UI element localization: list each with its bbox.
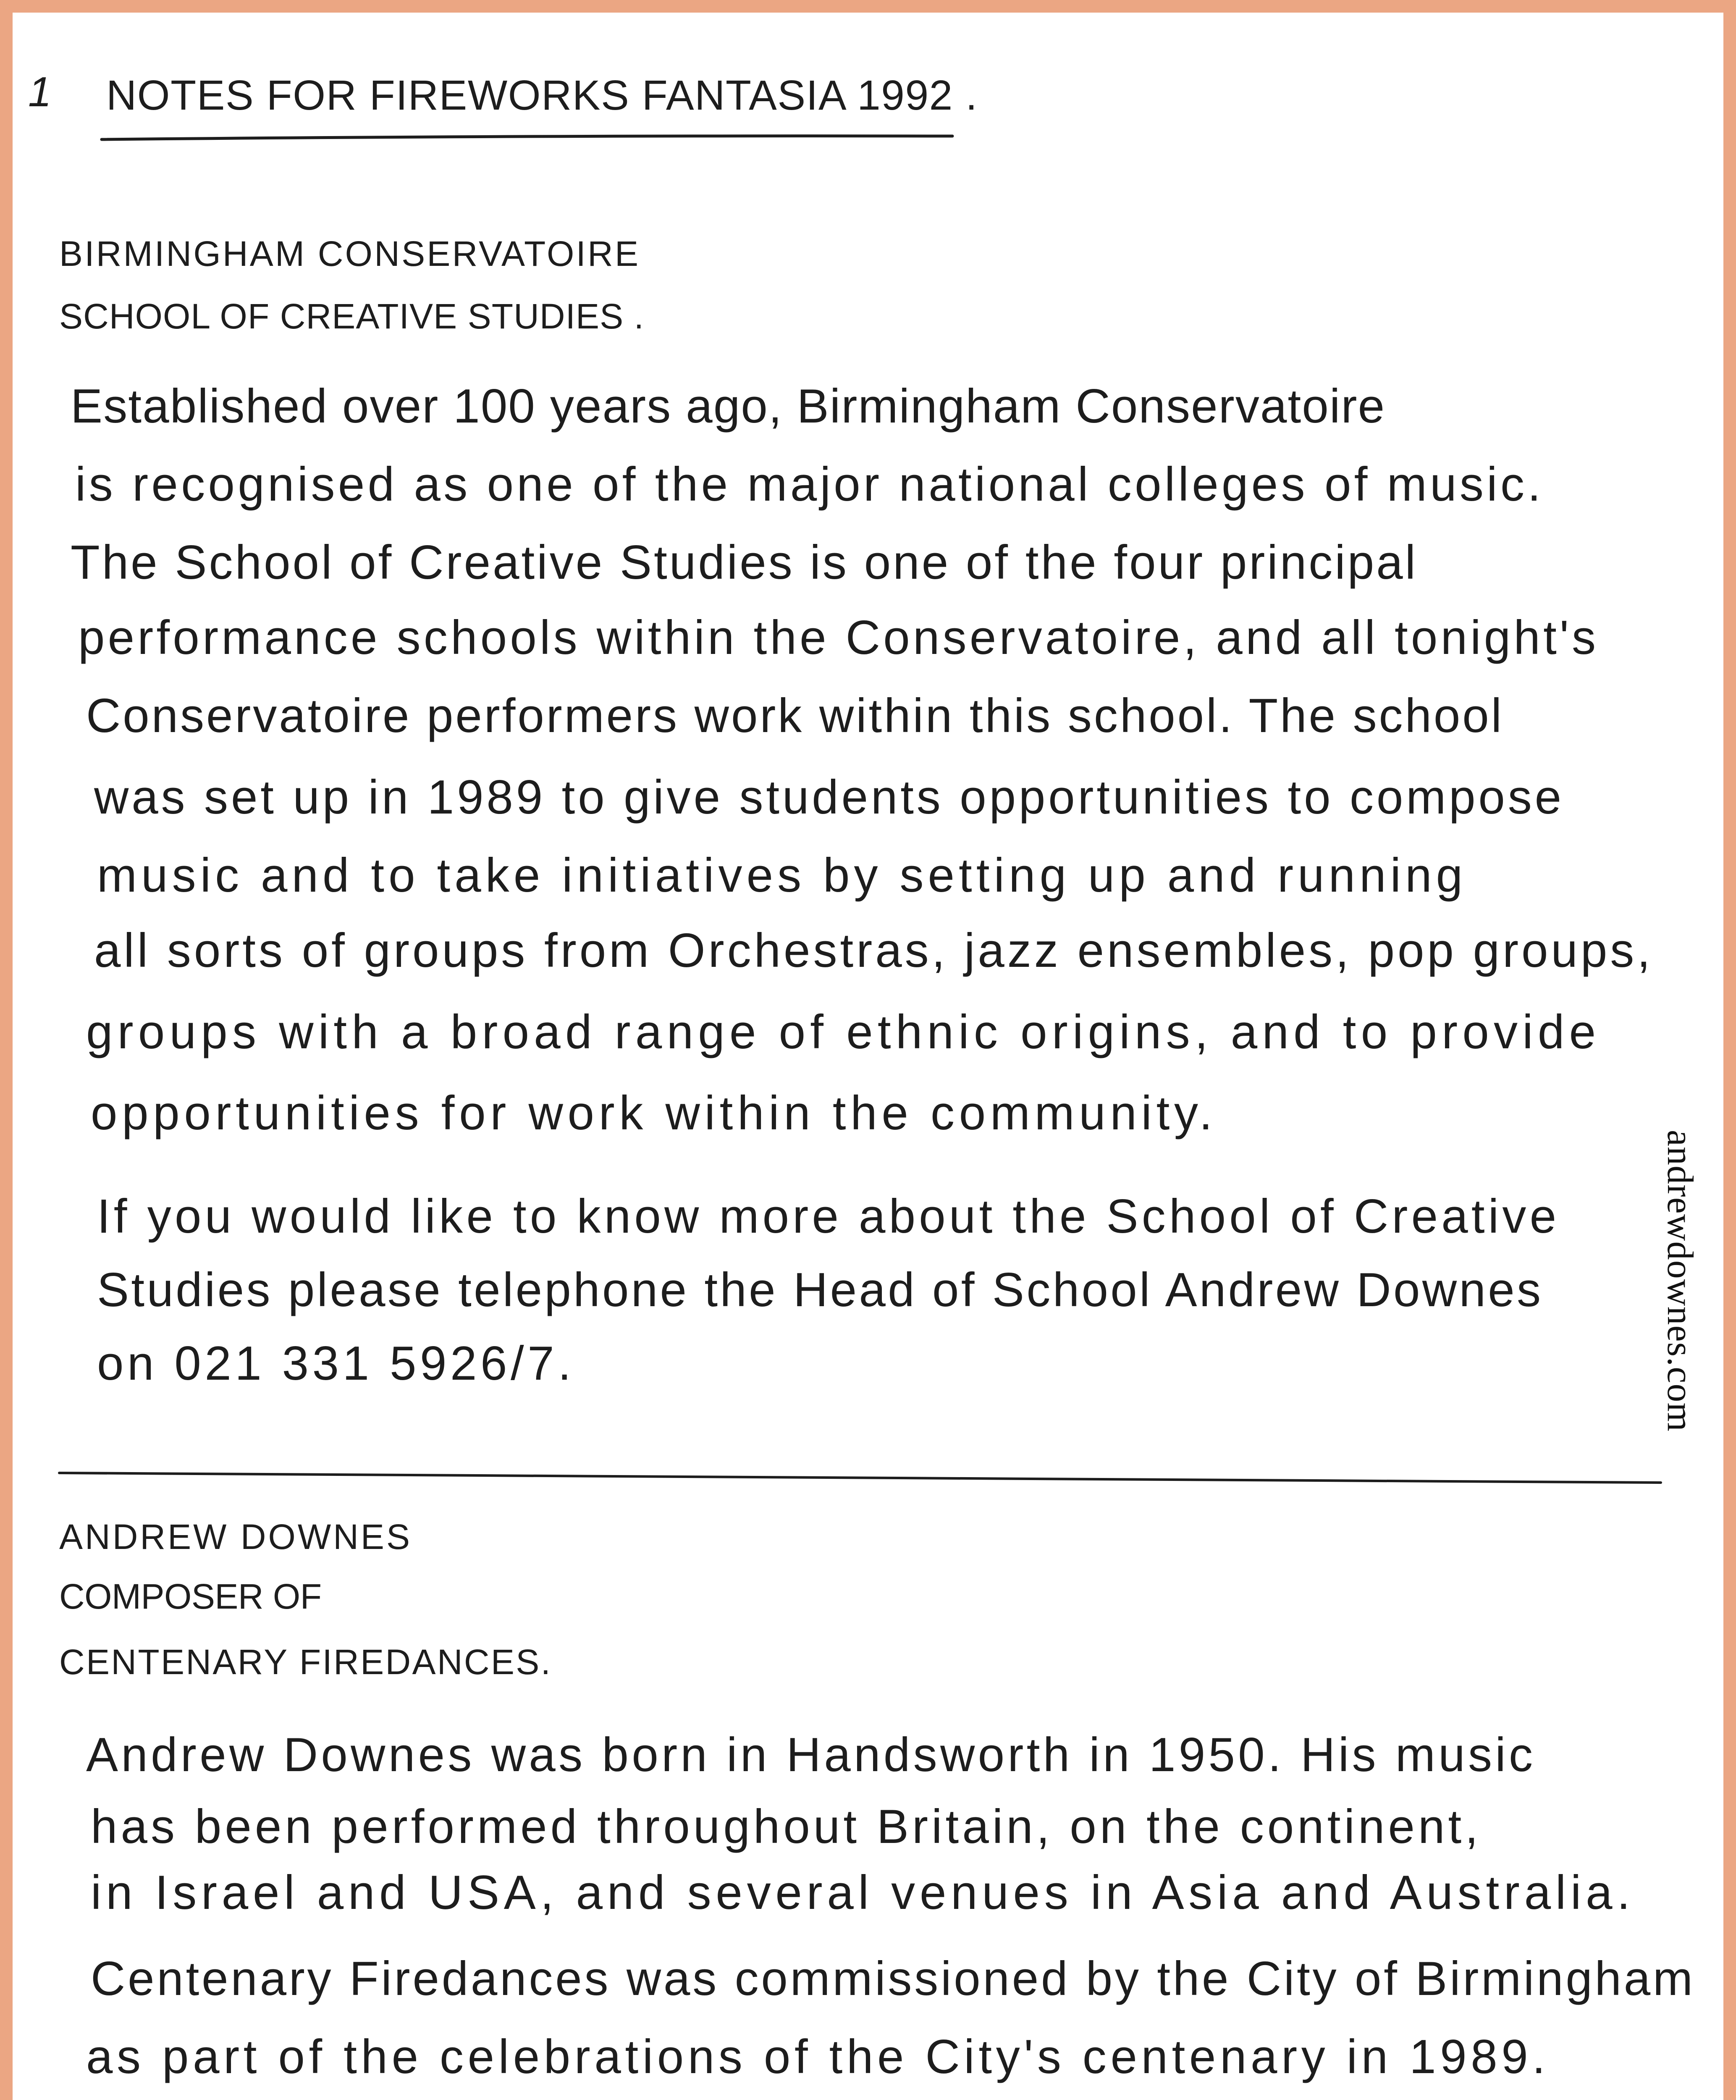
paragraph-line: has been performed throughout Britain, on the continent, <box>91 1800 1478 1853</box>
paragraph-line: If you would like to know more about the School of Creative <box>97 1190 1556 1243</box>
section-heading-composer-name: ANDREW DOWNES <box>59 1517 410 1557</box>
paragraph-line-phone: on 021 331 5926/7. <box>97 1337 571 1390</box>
paragraph-line: Andrew Downes was born in Handsworth in 1950. His music <box>86 1728 1533 1782</box>
paragraph-line: groups with a broad range of ethnic origins, and to provide <box>86 1005 1596 1059</box>
paragraph-line: performance schools within the Conservatoire, and all tonight's <box>78 611 1596 664</box>
paragraph-line: as part of the celebrations of the City's centenary in 1989. <box>86 2030 1545 2084</box>
page-title: NOTES FOR FIREWORKS FANTASIA 1992 . <box>106 72 977 119</box>
paragraph-line: opportunities for work within the community. <box>91 1087 1212 1140</box>
paragraph-line: in Israel and USA, and several venues in Asia and Australia. <box>91 1866 1631 1919</box>
side-website-url: andrewdownes.com <box>1660 1130 1700 1431</box>
paragraph-line: Centenary Firedances was commissioned by the City of Birmingham <box>91 1952 1693 2006</box>
composer-paragraph <box>86 1728 1693 2100</box>
paragraph-line: music and to take initiatives by setting up and running <box>97 849 1463 902</box>
paragraph-line: Studies please telephone the Head of School Andrew Downes <box>97 1263 1541 1317</box>
paragraph-line: was set up in 1989 to give students opportunities to compose <box>94 771 1561 824</box>
paragraph-line: is recognised as one of the major national colleges of music. <box>75 458 1541 511</box>
title-underline <box>102 136 952 139</box>
section-subheading-work-title: CENTENARY FIREDANCES. <box>59 1642 551 1682</box>
section-heading-conservatoire: BIRMINGHAM CONSERVATOIRE <box>59 234 638 273</box>
section-subheading-creative-studies: SCHOOL OF CREATIVE STUDIES . <box>59 297 644 336</box>
section-divider <box>59 1473 1661 1483</box>
paragraph-line: Established over 100 years ago, Birmingham Conservatoire <box>71 380 1385 433</box>
conservatoire-paragraph <box>71 380 1650 1390</box>
paragraph-line: The School of Creative Studies is one of the four principal <box>71 536 1416 589</box>
paragraph-line: all sorts of groups from Orchestras, jazz ensembles, pop groups, <box>94 924 1650 977</box>
section-subheading-composer-of: COMPOSER OF <box>59 1577 322 1616</box>
page-number: 1 <box>28 68 52 116</box>
paragraph-line: Conservatoire performers work within this school. The school <box>86 689 1502 743</box>
